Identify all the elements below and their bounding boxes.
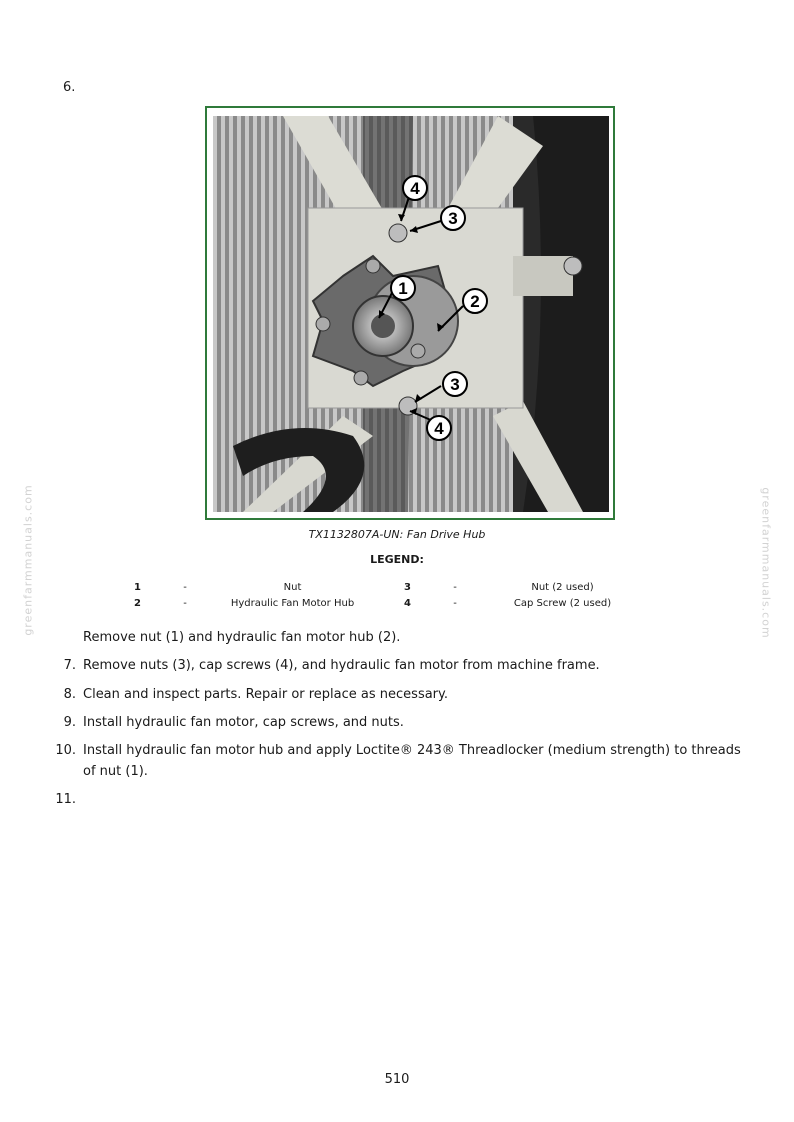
figure-caption: TX1132807A-UN: Fan Drive Hub — [308, 528, 486, 541]
legend-text: Nut (2 used) — [531, 581, 594, 593]
callout-4-top-label: 4 — [410, 179, 420, 198]
callout-3-bottom-label: 3 — [450, 375, 460, 394]
step-7-number: 7. — [63, 658, 76, 673]
step-7-text: Remove nuts (3), cap screws (4), and hydraulic fan motor from machine frame. — [83, 658, 600, 673]
step-10-text: Install hydraulic fan motor hub and apply Loctite® 243® Threadlocker (medium strength) to threads of nut (1). — [83, 743, 741, 779]
legend-number: 4 — [404, 597, 411, 609]
legend-dash: - — [183, 597, 187, 609]
step-10-number: 10. — [55, 743, 76, 758]
legend-table — [110, 579, 650, 611]
step-8-number: 8. — [63, 687, 76, 702]
legend-title: LEGEND: — [370, 553, 424, 566]
fan-drive-hub-figure — [205, 106, 615, 520]
legend-text: Nut — [283, 581, 302, 593]
step-9-number: 9. — [63, 715, 76, 730]
callout-1-label: 1 — [398, 279, 408, 298]
step-9-text: Install hydraulic fan motor, cap screws, and nuts. — [83, 715, 404, 730]
watermark-right: greenfarmmanuals.com — [759, 487, 773, 639]
legend-dash: - — [183, 581, 187, 593]
legend-row — [110, 579, 650, 595]
step-6-continuation: Remove nut (1) and hydraulic fan motor hub (2). — [83, 630, 401, 645]
fan-drive-hub-photo — [213, 116, 609, 512]
legend-dash: - — [453, 597, 457, 609]
callout-4-bottom-label: 4 — [434, 419, 444, 438]
legend-number: 2 — [134, 597, 141, 609]
step-6-number: 6. — [63, 80, 76, 95]
legend-dash: - — [453, 581, 457, 593]
legend-text: Hydraulic Fan Motor Hub — [230, 597, 355, 609]
legend-number: 1 — [134, 581, 141, 593]
legend-number: 3 — [404, 581, 411, 593]
callout-2-label: 2 — [470, 292, 480, 311]
step-8-text: Clean and inspect parts. Repair or replace as necessary. — [83, 687, 448, 702]
step-11-number: 11. — [55, 792, 76, 807]
legend-text: Cap Screw (2 used) — [513, 597, 612, 609]
legend-row — [110, 595, 650, 611]
callout-3-top-label: 3 — [448, 209, 458, 228]
page-number: 510 — [384, 1072, 410, 1087]
watermark-left: greenfarmmanuals.com — [21, 484, 35, 636]
